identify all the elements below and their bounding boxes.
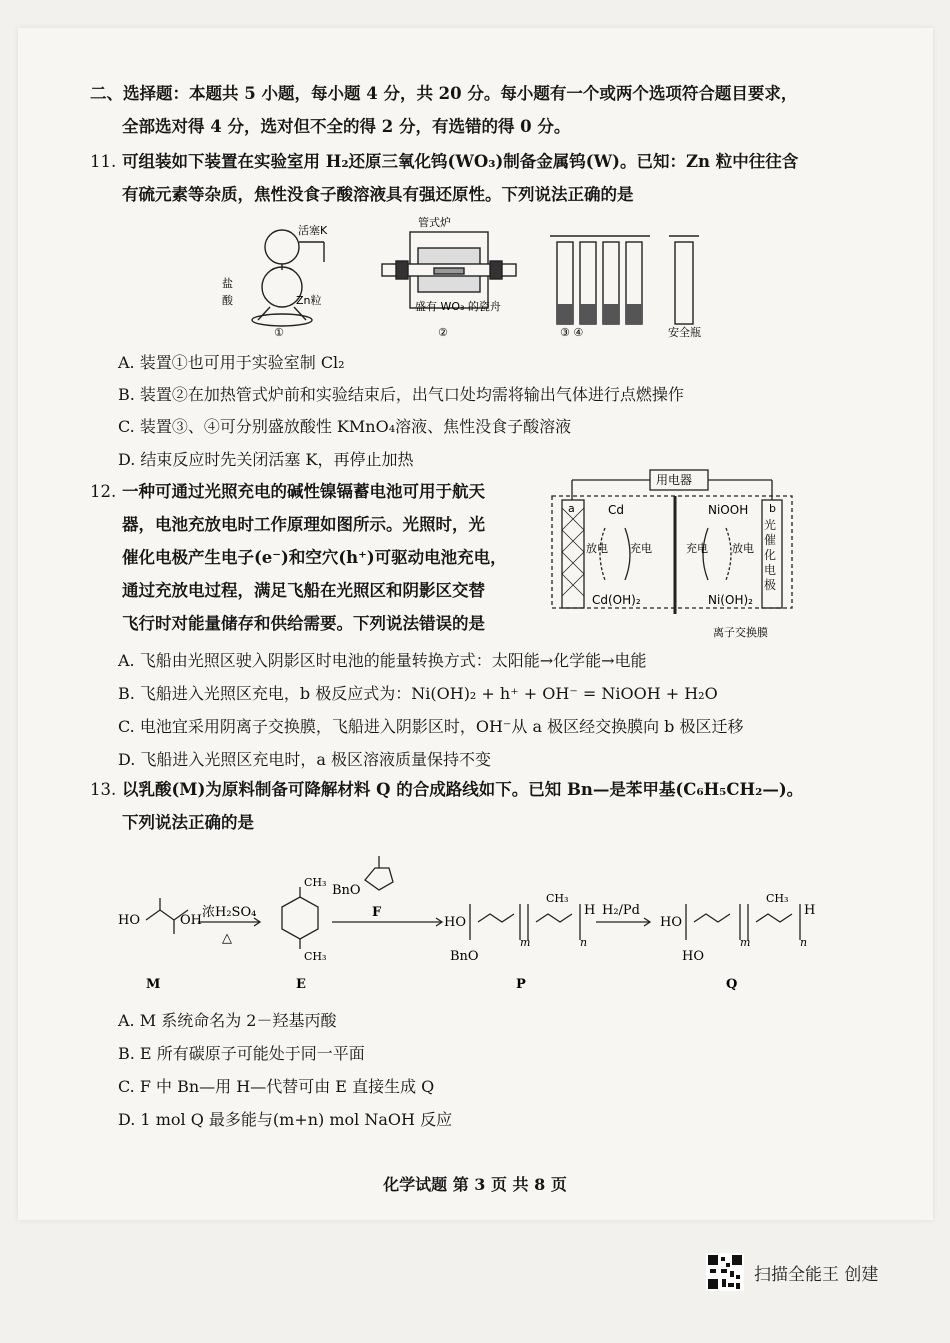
q12-number: 12. <box>90 482 117 501</box>
boat-label: 盛有 WO₃ 的瓷舟 <box>415 300 501 313</box>
discharge-label-left: 放电 <box>586 542 608 555</box>
cd-label: Cd <box>608 503 624 517</box>
e-ch3-top: CH₃ <box>304 876 327 889</box>
acid-label-1: 盐 <box>222 277 233 290</box>
q11-number: 11. <box>90 152 117 171</box>
nioh2-label: Ni(OH)₂ <box>708 593 753 607</box>
valve-k-label: 活塞K <box>298 224 328 237</box>
m-oh: OH <box>180 913 202 928</box>
q-ho-bottom: HO <box>682 949 704 964</box>
p-ch3: CH₃ <box>546 892 569 905</box>
apparatus-34-label: ③ ④ <box>560 326 584 339</box>
q11-option-a: A. 装置①也可用于实验室制 Cl₂ <box>118 353 345 372</box>
f-label: F <box>372 905 382 920</box>
q12-stem-5: 飞行时对能量储存和供给需要。下列说法错误的是 <box>122 614 485 633</box>
e-ch3-bottom: CH₃ <box>304 950 327 963</box>
q13-stem-1: 以乳酸(M)为原料制备可降解材料 Q 的合成路线如下。已知 Bn—是苯甲基(C₆H₅CH₂—)。 <box>122 780 804 799</box>
q11-option-c: C. 装置③、④可分别盛放酸性 KMnO₄溶液、焦性没食子酸溶液 <box>118 417 572 436</box>
furnace-label: 管式炉 <box>418 216 451 229</box>
q12-stem-2: 器，电池充放电时工作原理如图所示。光照时，光 <box>122 515 485 534</box>
q12-battery-figure <box>550 468 795 648</box>
q11-stem-2: 有硫元素等杂质，焦性没食子酸溶液具有强还原性。下列说法正确的是 <box>122 185 634 204</box>
q11-stem-1: 可组装如下装置在实验室用 H₂还原三氧化钨(WO₃)制备金属钨(W)。已知：Zn 粒中往往含 <box>122 152 799 171</box>
photocatalytic-electrode-label: 光催化电极 <box>764 518 777 592</box>
qr-code-icon <box>706 1253 744 1291</box>
p-ho: HO <box>444 915 466 930</box>
q12-stem-1: 一种可通过光照充电的碱性镍镉蓄电池可用于航天 <box>122 482 485 501</box>
q-h: H <box>804 903 816 918</box>
membrane-label: 离子交换膜 <box>713 626 768 639</box>
e-label: E <box>296 977 306 992</box>
apparatus-2-label: ② <box>438 326 448 339</box>
device-label: 用电器 <box>656 473 693 487</box>
q13-stem-2: 下列说法正确的是 <box>122 813 254 832</box>
reagent-h2pd: H₂/Pd <box>602 903 640 918</box>
q-ho: HO <box>660 915 682 930</box>
acid-label-2: 酸 <box>222 294 233 307</box>
cdoh2-label: Cd(OH)₂ <box>592 593 641 607</box>
m-ho: HO <box>118 913 140 928</box>
q-m: m <box>740 936 751 949</box>
q12-option-d: D. 飞船进入光照区充电时，a 极区溶液质量保持不变 <box>118 750 492 769</box>
q11-option-b: B. 装置②在加热管式炉前和实验结束后，出气口处均需将输出气体进行点燃操作 <box>118 385 684 404</box>
q12-option-a: A. 飞船由光照区驶入阴影区时电池的能量转换方式：太阳能→化学能→电能 <box>118 651 647 670</box>
q11-option-d: D. 结束反应时先关闭活塞 K，再停止加热 <box>118 450 414 469</box>
niooh-label: NiOOH <box>708 503 749 517</box>
q13-option-c: C. F 中 Bn—用 H—代替可由 E 直接生成 Q <box>118 1077 435 1096</box>
q-ch3: CH₃ <box>766 892 789 905</box>
m-label: M <box>146 977 161 992</box>
zn-label: Zn粒 <box>296 294 322 307</box>
p-m: m <box>520 936 531 949</box>
q13-synthesis-scheme <box>110 842 830 992</box>
p-h: H <box>584 903 596 918</box>
q13-option-a: A. M 系统命名为 2－羟基丙酸 <box>118 1011 337 1030</box>
q12-option-c: C. 电池宜采用阴离子交换膜，飞船进入阴影区时，OH⁻从 a 极区经交换膜向 b 极区迁移 <box>118 717 744 736</box>
charge-label-left: 充电 <box>630 542 652 555</box>
charge-label-right: 充电 <box>686 542 708 555</box>
q-n: n <box>800 936 808 949</box>
p-n: n <box>580 936 588 949</box>
p-label: P <box>516 977 526 992</box>
q13-option-b: B. E 所有碳原子可能处于同一平面 <box>118 1044 365 1063</box>
q11-apparatus-figure <box>220 212 740 340</box>
q12-option-b: B. 飞船进入光照区充电，b 极反应式为：Ni(OH)₂ + h⁺ + OH⁻ = NiOOH + H₂O <box>118 684 718 703</box>
electrode-a-label: a <box>568 502 575 515</box>
q-label: Q <box>726 977 738 992</box>
reagent-delta: △ <box>222 931 232 946</box>
q13-number: 13. <box>90 780 117 799</box>
reagent-h2so4: 浓H₂SO₄ <box>202 905 257 920</box>
electrode-b-label: b <box>769 502 776 515</box>
discharge-label-right: 放电 <box>732 542 754 555</box>
scanner-watermark <box>706 1253 878 1291</box>
safety-bottle-label: 安全瓶 <box>668 326 701 339</box>
f-bno: BnO <box>332 883 361 898</box>
page-footer: 化学试题 第 3 页 共 8 页 <box>383 1175 567 1194</box>
q12-stem-3: 催化电极产生电子(e⁻)和空穴(h⁺)可驱动电池充电， <box>122 548 507 567</box>
q12-stem-4: 通过充放电过程，满足飞船在光照区和阴影区交替 <box>122 581 485 600</box>
q13-option-d: D. 1 mol Q 最多能与(m+n) mol NaOH 反应 <box>118 1110 453 1129</box>
scanner-text: 扫描全能王 创建 <box>754 1264 879 1285</box>
section-heading-2: 全部选对得 4 分，选对但不全的得 2 分，有选错的得 0 分。 <box>122 117 571 136</box>
section-heading: 二、选择题：本题共 5 小题，每小题 4 分，共 20 分。每小题有一个或两个选项符合题目要求， <box>90 84 798 103</box>
p-bno: BnO <box>450 949 479 964</box>
apparatus-1-label: ① <box>274 326 284 339</box>
